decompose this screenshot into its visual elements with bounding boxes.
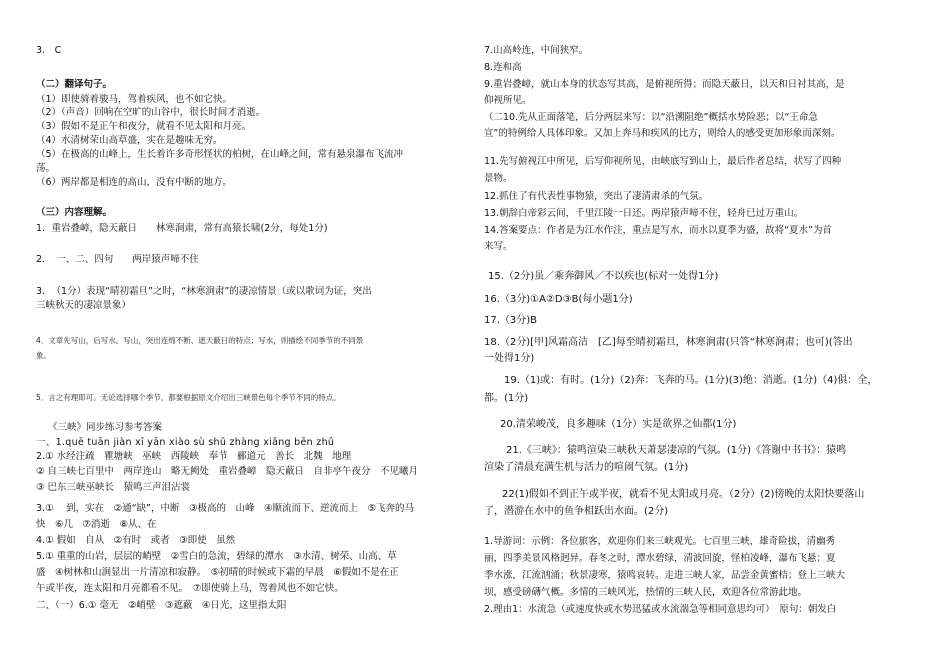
answer-line: 仰视所见。 [484,95,532,106]
answer-line: 7.山高岭连，中间狭窄。 [484,45,589,56]
answer-line: 12.抓住了有代表性事物猿，突出了凄清肃杀的气氛。 [484,191,709,202]
answer-line: 1．重岩叠嶂，隐天蔽日 林寒涧肃，常有高猿长啸(2分，每处1分) [36,223,328,234]
answer-line: 14.答案要点：作者是为江水作注，重点是写水，而水以夏季为盛，故将“夏水”为首 [484,225,832,236]
answer-line: （3）假如不是正午和夜分，就看不见太阳和月亮。 [36,121,252,132]
answer-line: ③ 巴东三峡巫峡长 猿鸣三声泪沾裳 [36,482,191,493]
answer-line: 坝，感受磅礴气概。多情的三峡风光，热情的三峡人民，欢迎各位常游此地。 [484,587,808,598]
answer-line: 8.连和高 [484,62,522,73]
answer-line: 3. C [36,45,62,56]
answer-line: 2.理由1：水流急（或速度快或水势迅猛或水流湍急等相同意思均可） 原句：朝发白 [484,604,837,615]
answer-line: 了，潜游在水中的鱼争相跃出水面。(2分) [484,506,669,517]
answer-line: 15.（2分)虽／乘奔御风／不以疾也(标对一处得1分) [488,271,719,282]
answer-line: 一处得1分) [484,353,535,364]
answer-line: 2.① 水经注疏 瞿塘峡 巫峡 西陵峡 奉节 郦道元 善长 北魏 地理 [36,451,352,462]
document-title: 《三峡》同步练习参考答案 [48,422,163,433]
answer-line: 5.① 重重的山岩，层层的峭壁 ②雪白的急流，碧绿的潭水 ③水清、树荣、山高、草 [36,551,397,562]
answer-line: 季水涨，江流汹涌；秋景凄寒，猿鸣哀转。走进三峡人家，品尝金黄蜜桔；登上三峡大 [484,570,846,581]
answer-line: 4.① 假如 自从 ②有时 或者 ③即使 虽然 [36,535,236,546]
answer-line: （二10.先从正面落笔，后分两层来写：以“沿溯阻绝”概括水势险恶；以“王命急 [484,112,818,123]
answer-line: 象。 [36,351,51,360]
answer-line: 荡。 [36,163,56,174]
pinyin-line: 一、1.quē tuān jiàn xī yān xiào sù shū zhàng xiǎng bēn zhǔ [36,437,335,448]
answer-line: 19.（1)或：有时。(1分)（2)奔：飞奔的马。(1分)(3)绝：消逝。(1分)（4)俱：全， [504,375,878,386]
section-heading: （二）翻译句子。 [36,79,113,90]
answer-line: 三峡秋天的凄凉景象） [36,300,132,311]
answer-line: 21.《三峡》：猿鸣渲染三峡秋天萧瑟凄凉的气氛。(1分)《答谢中书书》：猿鸣 [506,445,847,456]
answer-line: 都。(1分) [484,393,529,404]
answer-line: （5）在极高的山峰上，生长着许多奇形怪状的柏树，在山峰之间，常有悬泉瀑布飞流冲 [36,149,404,160]
answer-line: 11.先写俯视江中所见，后写仰视所见，由峡底写到山上，最后作者总结，状写了四种 [484,156,842,167]
answer-line: （1）即使骑着骏马，驾着疾风，也不如它快。 [36,94,233,105]
answer-line: 18.（2分)[甲]风霜高洁 [乙]每至晴初霜旦，林寒涧肃(只答“林寒涧肃；也可)(答出 [484,337,853,348]
answer-line: 快 ⑥几 ⑦消逝 ⑧从、在 [36,519,157,530]
answer-line: 9.重岩叠嶂，就山本身的状态写其高，是俯视所得；而隐天蔽日，以天和日衬其高，是 [484,79,845,90]
answer-line: 宣”的特例给人具体印象。又加上奔马和疾风的比方，则给人的感受更加形象而深刻。 [484,128,841,139]
answer-line: 二、（一）6.① 毫无 ②峭壁 ③遮蔽 ④日光，这里指太阳 [36,600,287,611]
answer-line: 3． （1分）表现“晴初霜旦”之时，“林寒涧肃”的凄凉情景（或以歌词为证，突出 [36,286,372,297]
answer-line: 5．言之有理即可。无论选择哪个季节，都要根据原文介绍出三峡景色每个季节不同的特点。 [36,393,341,402]
answer-line: （4）水清树荣山高草盛，实在是趣味无穷。 [36,135,223,146]
section-heading: （三）内容理解。 [36,207,113,218]
answer-line: 盛 ④树林和山涧显出一片清凉和寂静。 ⑤初晴的时候或下霜的早晨 ⑥假如不是在正 [36,567,399,578]
answer-line: 20.清荣峻茂，良多趣味（1分）实是欲界之仙都(1分) [500,419,737,430]
answer-line: 22(1)假如不到正午或半夜，就看不见太阳或月亮。（2分）(2)傍晚的太阳快要落山 [502,489,865,500]
answer-line: 3.① 到，实在 ②通“缺”，中断 ③极高的 山峰 ④顺流而下、逆流而上 ⑤飞奔的马 [36,503,415,514]
answer-line: 来写。 [484,241,513,252]
answer-line: 2． 一、二、四句 两岸猿声啼不住 [36,254,199,265]
answer-line: 1.导游词：示例：各位旅客，欢迎你们来三峡观光。七百里三峡，雄奇险拔，清幽秀 [484,536,836,547]
answer-line: 13.朝辞白帝彩云间，千里江陵一日还。两岸猿声啼不住，轻舟已过万重山。 [484,208,804,219]
answer-line: ② 自三峡七百里中 两岸连山 略无阙处 重岩叠嶂 隐天蔽日 自非亭午夜分 不见曦月 [36,466,419,477]
answer-line: 丽，四季美景风格迥异。春冬之时，潭水碧绿，清波回旋，怪柏凌峰，瀑布飞悬；夏 [484,553,836,564]
answer-line: 景物。 [484,173,513,184]
answer-line: （6）两岸都是相连的高山，没有中断的地方。 [36,177,233,188]
answer-line: 午或半夜，连太阳和月亮都看不见。 ⑦即使骑上马，驾着风也不如它快。 [36,583,344,594]
answer-line: 渲染了清晨充满生机与活力的喧闹气氛。(1分) [484,462,689,473]
answer-line: （2）（声音）回响在空旷的山谷中，很长时间才消逝。 [36,107,266,118]
answer-line: 17.（3分)B [484,315,538,326]
answer-line: 16.（3分)①A②D③B(每小题1分) [484,294,633,305]
answer-line: 4．文章先写山，后写水。写山，突出连绵不断、遮天蔽日的特点；写水，则描绘不同季节的不同景 [36,336,364,345]
